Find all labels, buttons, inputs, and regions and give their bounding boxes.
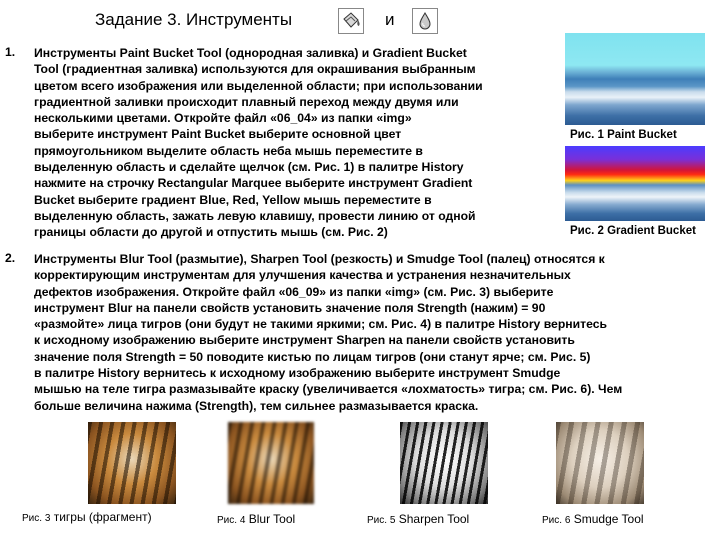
item2-text bbox=[34, 251, 718, 414]
item1-line: градиентной заливки происходит плавный переход между двумя или bbox=[34, 94, 459, 109]
figure-3-image bbox=[88, 422, 176, 504]
paint-bucket-icon bbox=[338, 8, 364, 34]
item2-line: к исходному изображению выберите инструмент Sharpen на панели свойств установить bbox=[34, 333, 575, 348]
item1-line: выберите инструмент Paint Bucket выберите основной цвет bbox=[34, 127, 402, 142]
item2-line: инструмент Blur на панели свойств установить значение поля Strength (нажим) = 90 bbox=[34, 300, 546, 315]
item1-line: несколькими цветами. Откройте файл «06_04» из папки «img» bbox=[34, 111, 412, 126]
figure-5-image bbox=[400, 422, 488, 504]
item2-line: в палитре History вернитесь к исходному изображению выберите инструмент Smudge bbox=[34, 366, 561, 381]
figure-1-image bbox=[565, 33, 705, 125]
item2-line: значение поля Strength = 50 поводите кистью по лицам тигров (они станут ярче; см. Рис. 5) bbox=[34, 349, 591, 364]
item2-line: корректирующим инструментам для улучшения качества и устранения незначительных bbox=[34, 268, 571, 283]
figure-4-caption: Рис. 4 Blur Tool bbox=[217, 512, 296, 526]
item1-line: нажмите на строчку Rectangular Marquee выберите инструмент Gradient bbox=[34, 176, 473, 191]
figure-4-image bbox=[228, 422, 314, 504]
figure-5-caption: Рис. 5 Sharpen Tool bbox=[367, 512, 470, 526]
item2-number: 2. bbox=[5, 251, 16, 265]
item1-text bbox=[34, 45, 559, 241]
item1-line: границы области до другой и отпустить мышь (см. Рис. 2) bbox=[34, 225, 388, 240]
figure-2-image bbox=[565, 146, 705, 221]
item1-line: Tool (градиентная заливка) используются для окрашивания выбранным bbox=[34, 62, 476, 77]
item1-number: 1. bbox=[5, 45, 16, 59]
item1-line: Инструменты Paint Bucket Tool (однородная заливка) и Gradient Bucket bbox=[34, 46, 467, 60]
figure-6-image bbox=[556, 422, 644, 504]
item1-line: цветом всего изображения или выделенной области; при использовании bbox=[34, 78, 483, 93]
water-drop-icon bbox=[412, 8, 438, 34]
item2-line: больше величина нажима (Strength), тем сильнее размазывается краска. bbox=[34, 398, 479, 413]
item1-line: прямоугольником выделите область неба мышь переместите в bbox=[34, 143, 423, 158]
item1-line: выделенную область и сделайте щелчок (см. Рис. 1) в палитре History bbox=[34, 160, 464, 175]
figure-3-caption: Рис. 3 тигры (фрагмент) bbox=[22, 510, 152, 524]
item1-line: выделенную область, зажать левую клавишу, провести линию от одной bbox=[34, 208, 476, 223]
item1-line: Bucket выберите градиент Blue, Red, Yellow мышь переместите в bbox=[34, 192, 432, 207]
title-and: и bbox=[385, 10, 395, 29]
item2-line: дефектов изображения. Откройте файл «06_09» из папки «img» (см. Рис. 3) выберите bbox=[34, 284, 554, 299]
page-title: Задание 3. Инструменты bbox=[95, 10, 293, 29]
item2-line: Инструменты Blur Tool (размытие), Sharpen Tool (резкость) и Smudge Tool (палец) относятся к bbox=[34, 252, 605, 266]
item2-line: «размойте» лица тигров (они будут не такими яркими; см. Рис. 4) в палитре History вернитесь bbox=[34, 317, 607, 332]
figure-2-caption: Рис. 2 Gradient Bucket bbox=[570, 225, 696, 237]
figure-6-caption: Рис. 6 Smudge Tool bbox=[542, 512, 644, 526]
item2-line: мышью на теле тигра размазывайте краску (увеличивается «лохматость» тигра; см. Рис. 6). Чем bbox=[34, 382, 623, 397]
figure-1-caption: Рис. 1 Paint Bucket bbox=[570, 129, 677, 141]
